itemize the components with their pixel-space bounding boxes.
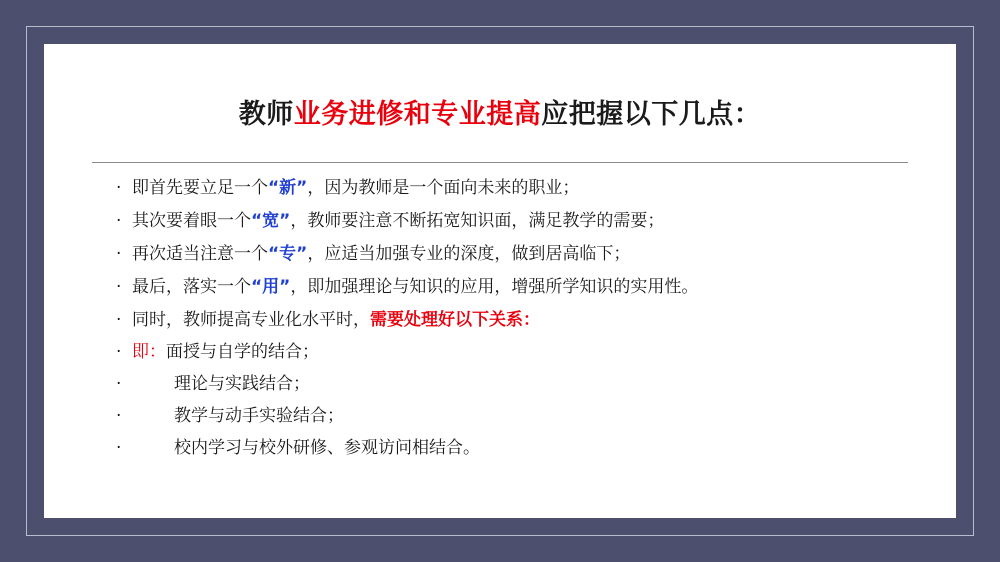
bullet-dot-icon: · [116,211,122,231]
list-item [116,213,926,230]
bullet-dot-icon: · [116,406,122,426]
text-segment: 面授与自学的结合； [166,342,319,362]
text-segment: 再次适当注意一个 [132,244,268,264]
list-item [116,376,926,393]
text-segment: 教学与动手实验结合； [174,406,344,426]
bullet-dot-icon: · [116,178,122,198]
bullet-dot-icon: · [116,310,122,330]
list-item [116,180,926,197]
list-item [116,408,926,425]
list-item-text [132,279,926,296]
text-segment: 同时，教师提高专业化水平时， [132,310,370,330]
title-part-3: 应把握以下几点： [541,99,762,130]
text-segment: 需要处理好以下关系： [370,310,540,330]
title-divider [92,162,908,163]
bullet-dot-icon: · [116,438,122,458]
list-item [116,440,926,457]
title-accent: 业务进修和专业提高 [293,99,542,130]
bullet-dot-icon: · [116,374,122,394]
list-item [116,246,926,263]
list-item [116,344,926,361]
list-item-text [132,376,926,393]
text-segment: 即： [132,342,166,362]
list-item-text [132,408,926,425]
list-item [116,279,926,296]
text-segment: 理论与实践结合； [174,374,310,394]
text-segment: ，教师要注意不断拓宽知识面，满足教学的需要； [290,211,665,231]
list-item-text [132,213,926,230]
list-item-text [132,440,926,457]
bullet-dot-icon: · [116,277,122,297]
text-segment: 校内学习与校外研修、参观访问相结合。 [174,438,480,458]
text-segment: ，即加强理论与知识的应用，增强所学知识的实用性。 [290,277,699,297]
title-part-1: 教师 [238,99,294,130]
list-item-text [132,344,926,361]
bullet-dot-icon: · [116,244,122,264]
content-card [44,44,956,518]
text-segment: 最后，落实一个 [132,277,251,297]
text-segment: 即首先要立足一个 [132,178,268,198]
bullet-list [116,180,926,472]
text-segment: “新” [268,178,308,198]
text-segment: 其次要着眼一个 [132,211,251,231]
list-item-text [132,312,926,329]
text-segment: “宽” [251,211,291,231]
list-item [116,312,926,329]
text-segment: “专” [268,244,308,264]
text-segment: “用” [251,277,291,297]
bullet-dot-icon: · [116,342,122,362]
list-item-text [132,246,926,263]
list-item-text [132,180,926,197]
slide-title [44,92,956,131]
text-segment: ，应适当加强专业的深度，做到居高临下； [307,244,631,264]
text-segment: ，因为教师是一个面向未来的职业； [307,178,580,198]
